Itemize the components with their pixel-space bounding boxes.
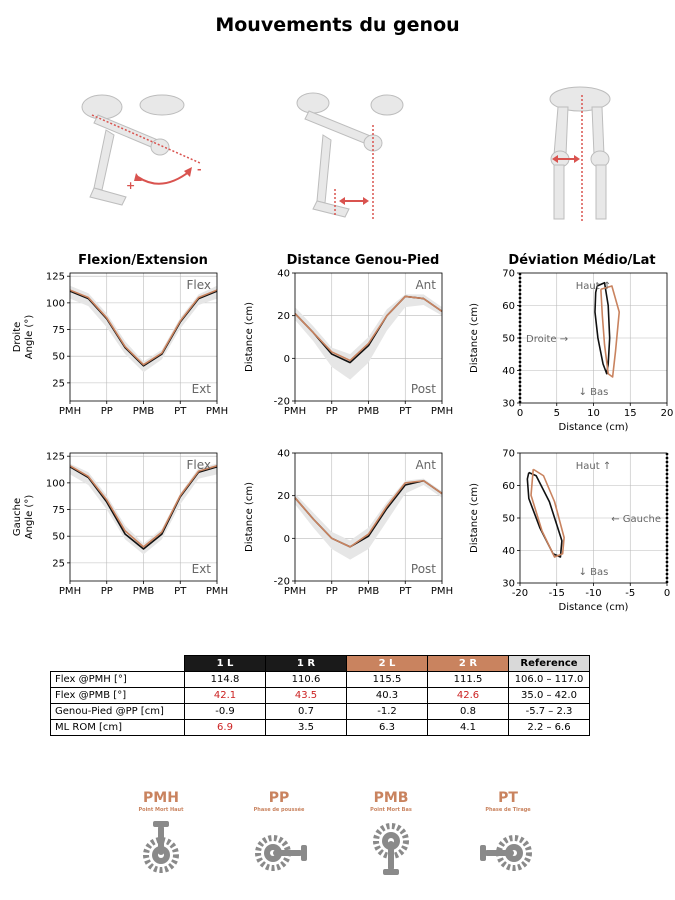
flexion-right-chart [0,265,229,425]
x-tick-label: PMH [430,586,454,597]
x-axis-label: Distance (cm) [558,602,629,613]
table-row [51,688,590,704]
cell-value: 6.9 [185,720,266,736]
y-axis-label: Distance (cm) [469,303,480,373]
cell-value: 42.1 [185,688,266,704]
cell-value: 40.3 [347,688,428,704]
legend-code: PMH [143,790,179,806]
annotation-down: ↓ Bas [578,387,609,398]
cell-value: -0.9 [185,704,266,720]
x-tick-label: PP [325,586,338,597]
header-2r: 2 R [428,656,509,672]
y-tick-label: 30 [502,398,515,410]
plus-mark: + [126,179,136,192]
y-tick-label: 60 [502,481,515,492]
annotation-side: Droite → [526,334,569,345]
x-tick-label: PT [399,586,412,597]
deviation-right-chart [450,265,675,440]
header-1l: 1 L [185,656,266,672]
crank-bottom-icon [361,819,421,877]
row-label: Gauche [12,497,23,537]
x-tick-label: PMH [205,586,229,597]
distance-left-chart [225,445,454,605]
y-tick-label: 70 [502,448,515,460]
annotation-top: Ant [415,278,436,292]
y-tick-label: 40 [277,448,290,460]
legend-pmh [106,790,216,881]
header-reference: Reference [509,656,590,672]
knee-foot-distance-skeleton-icon [295,85,405,225]
legend-pp [224,790,334,881]
chart-title-flexion: Flexion/Extension [78,253,208,268]
x-tick-label: PMH [283,406,307,417]
y-tick-label: 0 [283,353,290,365]
y-tick-label: 75 [52,325,65,337]
cell-value: -1.2 [347,704,428,720]
cell-value: 43.5 [266,688,347,704]
minus-mark: - [197,163,202,176]
x-tick-label: 0 [663,588,671,599]
y-axis-label: Angle (°) [24,494,35,540]
annotation-bottom: Ext [191,382,211,396]
x-tick-label: -5 [625,588,636,599]
cell-reference: 2.2 – 6.6 [509,720,590,736]
cell-reference: -5.7 – 2.3 [509,704,590,720]
x-tick-label: PMB [357,586,380,597]
cell-reference: 106.0 – 117.0 [509,672,590,688]
knee-flexion-skeleton-icon [80,85,220,225]
y-tick-label: 40 [502,546,515,557]
x-tick-label: 20 [660,408,674,419]
y-tick-label: 100 [45,478,65,490]
header-2l: 2 L [347,656,428,672]
y-tick-label: 25 [52,378,65,390]
table-row [51,672,590,688]
flexion-left-chart [0,445,229,605]
cell-value: 115.5 [347,672,428,688]
x-axis-label: Distance (cm) [558,422,629,433]
x-tick-label: PMH [205,406,229,417]
y-tick-label: 25 [52,558,65,570]
metrics-table [50,655,590,736]
row-label: ML ROM [cm] [51,720,185,736]
chart-title-deviation: Déviation Médio/Lat [508,253,656,268]
legend-name: Phase de poussée [253,807,305,813]
legend-name: Point Mort Haut [138,807,184,813]
x-tick-label: PMH [283,586,307,597]
table-header-row [51,656,590,672]
crank-top-icon [131,819,191,877]
x-tick-label: PMB [357,406,380,417]
x-tick-label: PP [325,406,338,417]
annotation-down: ↓ Bas [578,567,609,578]
x-tick-label: 5 [553,408,560,419]
table-corner [51,656,185,672]
header-1r: 1 R [266,656,347,672]
y-tick-label: 50 [52,531,65,543]
x-tick-label: 15 [623,408,637,419]
cell-value: 6.3 [347,720,428,736]
row-label: Flex @PMH [°] [51,672,185,688]
legend-code: PT [498,790,518,806]
y-tick-label: 100 [45,298,65,310]
y-tick-label: 60 [502,301,515,312]
x-tick-label: PT [174,586,187,597]
x-tick-label: -15 [548,588,565,599]
x-tick-label: PMB [132,586,155,597]
legend-code: PMB [373,790,409,806]
y-tick-label: 70 [502,268,515,280]
y-axis-label: Distance (cm) [244,302,255,372]
y-tick-label: 30 [502,578,515,590]
crank-backward-icon [478,819,538,877]
annotation-bottom: Post [410,562,436,576]
cell-value: 111.5 [428,672,509,688]
annotation-up: Haut ↑ [575,461,612,472]
y-tick-label: 50 [52,351,65,363]
y-tick-label: 50 [502,333,515,345]
y-axis-label: Distance (cm) [469,483,480,553]
legend-name: Phase de Tirage [485,807,531,813]
cell-value: 0.7 [266,704,347,720]
cell-value: 3.5 [266,720,347,736]
annotation-top: Ant [415,458,436,472]
x-tick-label: 10 [587,408,600,419]
chart-title-distance: Distance Genou-Pied [286,253,440,268]
y-axis-label: Distance (cm) [244,482,255,552]
legend-pmb [336,790,446,881]
cell-value: 4.1 [428,720,509,736]
y-tick-label: 20 [277,311,290,323]
legend-name: Point Mort Bas [370,807,412,813]
row-label: Flex @PMB [°] [51,688,185,704]
y-tick-label: 40 [502,366,515,377]
y-tick-label: 75 [52,505,65,517]
y-axis-label: Angle (°) [24,314,35,360]
x-tick-label: PT [174,406,187,417]
annotation-up: Haut ↑ [575,281,612,292]
x-tick-label: PMB [132,406,155,417]
x-tick-label: PP [100,586,113,597]
crank-forward-icon [249,819,309,877]
annotation-side: ← Gauche [611,514,661,525]
y-tick-label: 0 [283,533,290,545]
x-tick-label: PMH [430,406,454,417]
annotation-bottom: Post [410,382,436,396]
x-tick-label: -10 [585,588,602,599]
knee-medial-lateral-skeleton-icon [540,85,620,225]
table-row [51,704,590,720]
series-line-black [595,283,610,374]
annotation-bottom: Ext [191,562,211,576]
y-tick-label: 40 [277,268,290,280]
x-tick-label: PMH [58,406,82,417]
x-tick-label: PMH [58,586,82,597]
y-tick-label: 50 [502,513,515,525]
cell-value: 42.6 [428,688,509,704]
cell-reference: 35.0 – 42.0 [509,688,590,704]
series-line-orange [531,469,564,557]
annotation-top: Flex [186,458,211,472]
x-tick-label: PP [100,406,113,417]
deviation-left-chart [450,445,675,620]
cell-value: 114.8 [185,672,266,688]
y-tick-label: 125 [45,451,65,463]
table-row [51,720,590,736]
y-tick-label: 20 [277,491,290,503]
legend-pt [453,790,563,881]
x-tick-label: -20 [511,588,529,599]
legend-code: PP [268,790,290,806]
y-tick-label: 125 [45,271,65,283]
cell-value: 0.8 [428,704,509,720]
x-tick-label: 0 [516,408,524,419]
annotation-top: Flex [186,278,211,292]
x-tick-label: PT [399,406,412,417]
y-tick-label: -20 [273,576,290,588]
distance-right-chart [225,265,454,425]
cell-value: 110.6 [266,672,347,688]
y-tick-label: -20 [273,396,290,408]
row-label: Droite [12,321,23,353]
row-label: Genou-Pied @PP [cm] [51,704,185,720]
page-title: Mouvements du genou [215,14,460,36]
